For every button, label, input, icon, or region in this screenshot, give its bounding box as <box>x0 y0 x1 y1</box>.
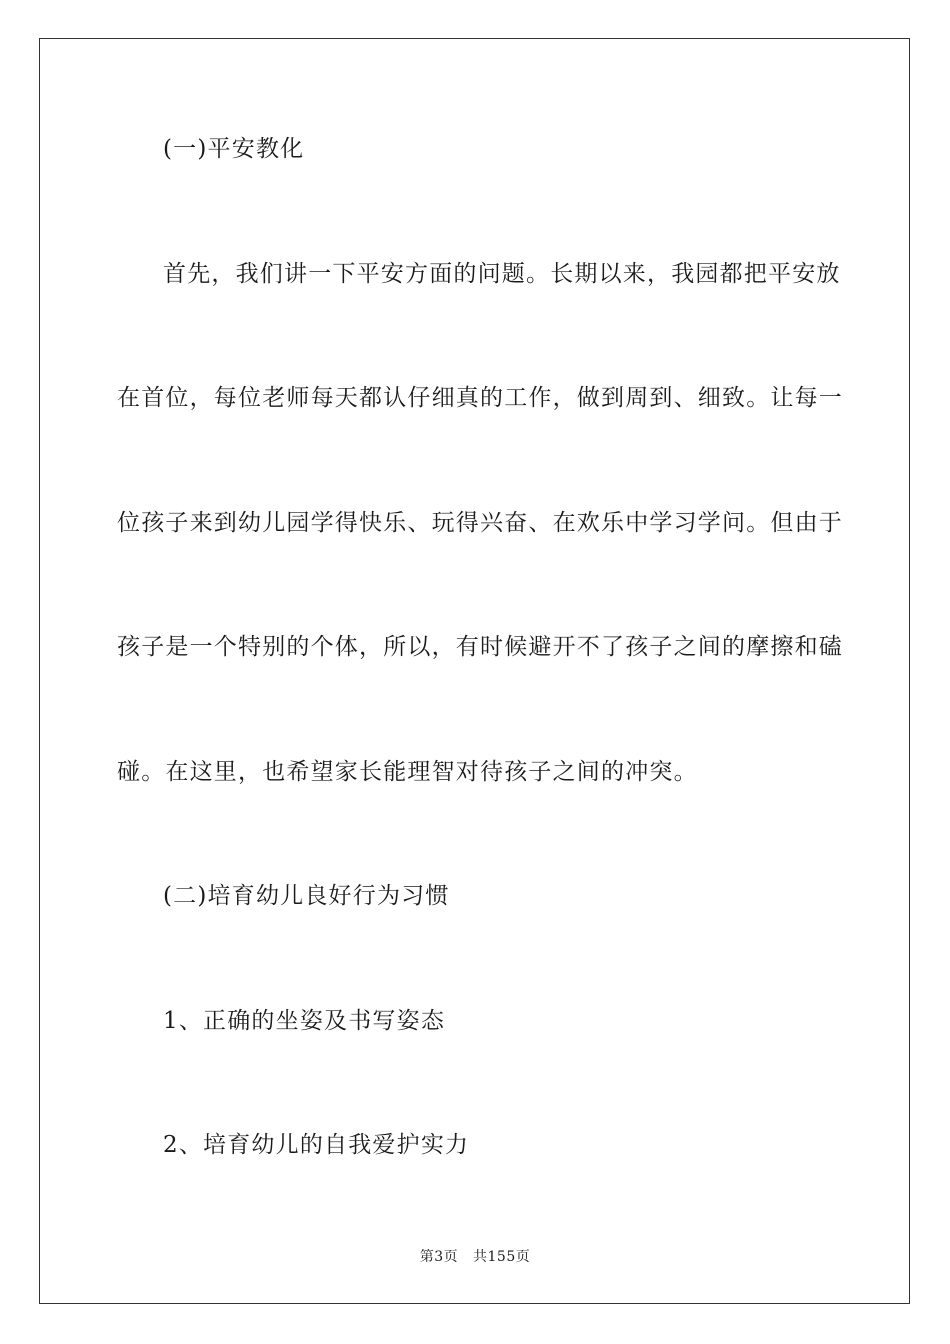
paragraph-line: 碰。在这里，也希望家长能理智对待孩子之间的冲突。 <box>117 759 698 785</box>
paragraph-line: 首先，我们讲一下平安方面的问题。长期以来，我园都把平安放 <box>163 261 841 287</box>
page-footer <box>0 1246 950 1266</box>
page-border <box>39 38 910 1304</box>
page-number: 第3页 <box>419 1249 459 1265</box>
section-heading-habits: (二)培育幼儿良好行为习惯 <box>163 883 450 909</box>
paragraph-line: 位孩子来到幼儿园学得快乐、玩得兴奋、在欢乐中学习学问。但由于 <box>117 510 843 536</box>
list-item: 2、培育幼儿的自我爱护实力 <box>163 1132 470 1158</box>
paragraph-line: 孩子是一个特别的个体，所以，有时候避开不了孩子之间的摩擦和磕 <box>117 634 843 660</box>
page-total: 共155页 <box>473 1249 531 1265</box>
list-item: 1、正确的坐姿及书写姿态 <box>163 1008 446 1034</box>
section-heading-safety: (一)平安教化 <box>163 136 305 162</box>
paragraph-line: 在首位，每位老师每天都认仔细真的工作，做到周到、细致。让每一 <box>117 385 843 411</box>
